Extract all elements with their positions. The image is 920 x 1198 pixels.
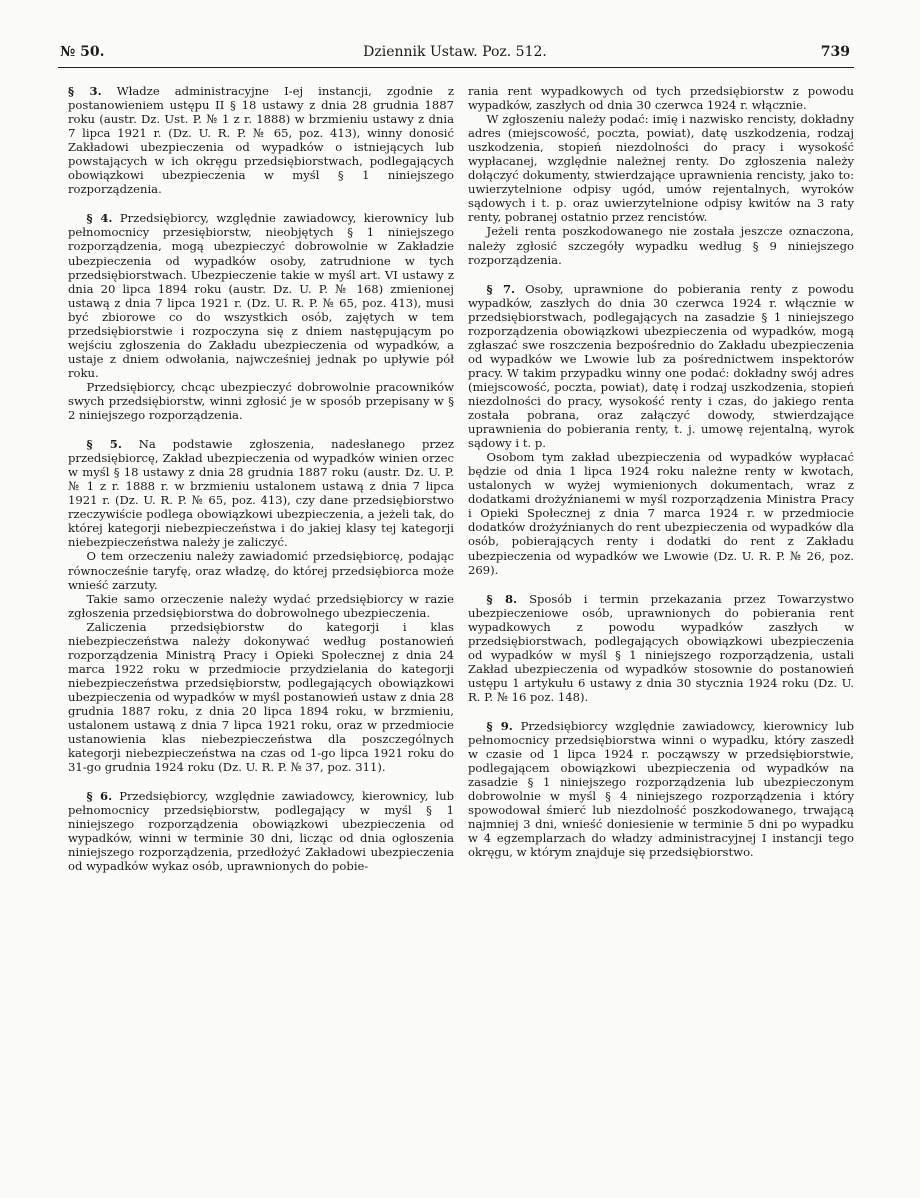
paragraph-7: [468, 282, 854, 451]
section-number: § 3.: [68, 84, 102, 98]
paragraph-5: [68, 437, 454, 549]
section-number: § 4.: [86, 211, 113, 226]
left-column: [68, 84, 454, 873]
paragraph-5-cont-3: Zaliczenia przedsiębiorstw do kategorji i klas niebezpieczeństwa należy dokonywać według postanowień rozporządzenia Ministrą Pracy i Opieki Społecznej z dnia 24 marca 1922 roku w przedmiocie przydzielania do kategorji niebezpieczeństwa przedsiębiorstw, podlegających obowiązkowi ubezpieczenia od wypadków w myśl postanowień ustaw z dnia 28 grudnia 1887 roku, z dnia 20 lipca 1894 roku, w brzmieniu, ustalonem ustawą z dnia 7 lipca 1921 roku, oraz w przedmiocie ustanowienia klas niebezpieczeństwa dla poszczególnych kategorji niebezpieczeństwa na czas od 1-go lipca 1921 roku do 31-go grudnia 1924 roku (Dz. U. R. P. № 37, poz. 311).: [68, 619, 454, 775]
page-number: 739: [820, 44, 850, 60]
paragraph-4-cont: Przedsiębiorcy, chcąc ubezpieczyć dobrowolnie pracowników swych przedsiębiorstw, winni zgłosić je w sposób przepisany w § 2 niniejszego rozporządzenia.: [68, 379, 454, 423]
section-text: Władze administracyjne I-ej instancji, zgodnie z postanowieniem ustępu II § 18 ustawy z dnia 28 grudnia 1887 roku (austr. Dz. Ust. P. № 1 z r. 1888) w brzmieniu ustawy z dnia 7 lipca 1921 r. (Dz. U. R. P. № 65, poz. 413), winny donosić Zakładowi ubezpieczenia od wypadków o istniejących lub powstających w ich okręgu przedsiębiorstwach, podlegających obowiązkowi ubezpieczenia w myśl § 1 niniejszego rozporządzenia.: [68, 84, 455, 197]
right-column: [468, 84, 854, 859]
paragraph-5-cont-1: O tem orzeczeniu należy zawiadomić przedsiębiorcę, podając równocześnie taryfę, oraz władzę, do której przedsiębiorca może wnieść zarzuty.: [68, 549, 454, 592]
paragraph-3: [68, 84, 454, 196]
issue-number: № 50.: [60, 44, 105, 60]
section-number: § 7.: [486, 281, 516, 296]
paragraph-7-cont: Osobom tym zakład ubezpieczenia od wypadków wypłacać będzie od dnia 1 lipca 1924 roku należne renty w kwotach, ustalonych w wyżej wymienionych dokumentach, wraz z dodatkami drożyźnianemi w myśl rozporządzenia Ministra Pracy i Opieki Społecznej z dnia 7 marca 1924 r. w przedmiocie dodatków drożyźnianych do rent ubezpieczenia od wypadków dla osób, pobierających renty i dodatki do rent z Zakładu ubezpieczenia od wypadków we Lwowie (Dz. U. R. P. № 26, poz. 269).: [468, 450, 854, 577]
section-text: Osoby, uprawnione do pobierania renty z powodu wypadków, zaszłych do dnia 30 czerwca 1924 r. włącznie w przedsiębiorstwach, podlegających na zasadzie § 1 niniejszego rozporządzenia obowiązkowi ubezpieczenia od wypadków, mogą zgłaszać swe roszczenia bezpośrednio do Zakładu ubezpieczenia od wypadków we Lwowie lub za pośrednictwem inspektorów pracy. W takim przypadku winny one podać: dokładny swój adres (miejscowość, poczta, powiat), datę i rodzaj uszkodzenia, stopień niezdolności do pracy, wysokość renty i czas, do jakiego renta została pobrana, oraz załączyć dowody, stwierdzające uprawnienia do pobierania renty, t. j. umowę rejentalną, wyrok sądowy i t. p.: [468, 281, 855, 451]
paragraph-6: [68, 789, 454, 873]
journal-title: Dziennik Ustaw. Poz. 512.: [363, 44, 547, 60]
section-number: § 6.: [86, 789, 113, 804]
section-number: § 5.: [86, 437, 122, 452]
section-text: Przedsiębiorcy względnie zawiadowcy, kierownicy lub pełnomocnicy przedsiębiorstwa winni o wypadku, który zaszedł w czasie od 1 lipca 1924 r. począwszy w przedsiębiorstwie, podlegającem obowiązkowi ubezpieczenia od wypadków na zasadzie § 1 niniejszego rozporządzenia lub ubezpieczonym dobrowolnie w myśl § 4 niniejszego rozporządzenia i który spowodował śmierć lub niezdolność poszkodowanego, trwającą najmniej 3 dni, wnieść doniesienie w terminie 5 dni po wypadku w 4 egzemplarzach do władzy administracyjnej I instancji tego okręgu, w którym znajduje się przedsiębiorstwo.: [468, 718, 854, 860]
section-text: Na podstawie zgłoszenia, nadesłanego przez przedsiębiorcę, Zakład ubezpieczenia od wypadków winien orzec w myśl § 18 ustawy z dnia 28 grudnia 1887 roku (austr. Dz. U. P. № 1 z r. 1888 r. w brzmieniu ustalonem ustawą z dnia 7 lipca 1921 r. (Dz. U. R. P. № 65, poz. 413), czy dane przedsiębiorstwo rzeczywiście podlega obowiązkowi ubezpieczenia, a jeżeli tak, do której kategorji niebezpieczeństwa i do jakiej klasy tej kategorji niebezpieczeństwa należy je zaliczyć.: [68, 437, 455, 550]
paragraph-4: [68, 211, 454, 380]
section-text: Przedsiębiorcy, względnie zawiadowcy, kierownicy lub pełnomocnicy przesiębiorstw, nieobjętych § 1 niniejszego rozporządzenia, mogą ubezpieczyć dobrowolnie w Zakładzie ubezpieczenia od wypadków osoby, zatrudnione w tych przedsiębiorstwach. Ubezpieczenie takie w myśl art. VI ustawy z dnia 20 lipca 1894 roku (austr. Dz. U. P. № 168) zmienionej ustawą z dnia 7 lipca 1921 r. (Dz. U. R. P. № 65, poz. 413), musi być zbiorowe co do wszystkich osób, zajętych w tem przedsiębiorstwie i rozpoczyna się z dniem następującym po wejściu zgłoszenia do Zakładu ubezpieczenia od wypadków, a ustaje z dniem odwołania, najwcześniej jednak po upływie pół roku.: [68, 211, 454, 380]
paragraph-6-p2: W zgłoszeniu należy podać: imię i nazwisko rencisty, dokładny adres (miejscowość, poczta, powiat), datę uszkodzenia, rodzaj uszkodzenia, stopień niezdolności do pracy i wysokość wypłacanej, względnie należnej renty. Do zgłoszenia należy dołączyć dokumenty, stwierdzające uprawnienia rencisty, jako to: uwierzytelnione odpisy ugód, umów rejentalnych, wyroków sądowych i t. p. oraz uwierzytelnione odpisy kwitów na 3 raty renty, pobranej ostatnio przez rencistów.: [468, 112, 854, 225]
paragraph-5-cont-2: Takie samo orzeczenie należy wydać przedsiębiorcy w razie zgłoszenia przedsiębiorstwa do dobrowolnego ubezpieczenia.: [68, 591, 454, 620]
page-header: [60, 44, 850, 68]
header-rule: [58, 67, 854, 68]
paragraph-9: [468, 719, 854, 859]
paragraph-6-p3: Jeżeli renta poszkodowanego nie została jeszcze oznaczona, należy zgłosić szczegóły wypadku według § 9 niniejszego rozporządzenia.: [468, 224, 854, 267]
section-text: Przedsiębiorcy, względnie zawiadowcy, kierownicy, lub pełnomocnicy przedsiębiorstw, podlegający w myśl § 1 niniejszego rozporządzenia obowiązkowi ubezpieczenia od wypadków, winni w terminie 30 dni, licząc od dnia ogłoszenia niniejszego rozporządzenia, przedłożyć Zakładowi ubezpieczenia od wypadków wykaz osób, uprawnionych do pobie-: [68, 789, 455, 874]
paragraph-6-cont: rania rent wypadkowych od tych przedsiębiorstw z powodu wypadków, zaszłych od dnia 30 czerwca 1924 r. włącznie.: [468, 84, 854, 113]
section-text: Sposób i termin przekazania przez Towarzystwo ubezpieczeniowe osób, uprawnionych do pobierania rent wypadkowych z powodu wypadków zaszłych w przedsiębiorstwach, podlegających obowiązkowi ubezpieczenia od wypadków w myśl § 1 niniejszego rozporządzenia, ustali Zakład ubezpieczenia od wypadków stosownie do postanowień ustępu 1 artykułu 6 ustawy z dnia 30 stycznia 1924 roku (Dz. U. R. P. № 16 poz. 148).: [468, 591, 855, 704]
paragraph-8: [468, 592, 854, 704]
section-number: § 8.: [486, 591, 518, 606]
section-number: § 9.: [486, 718, 513, 733]
